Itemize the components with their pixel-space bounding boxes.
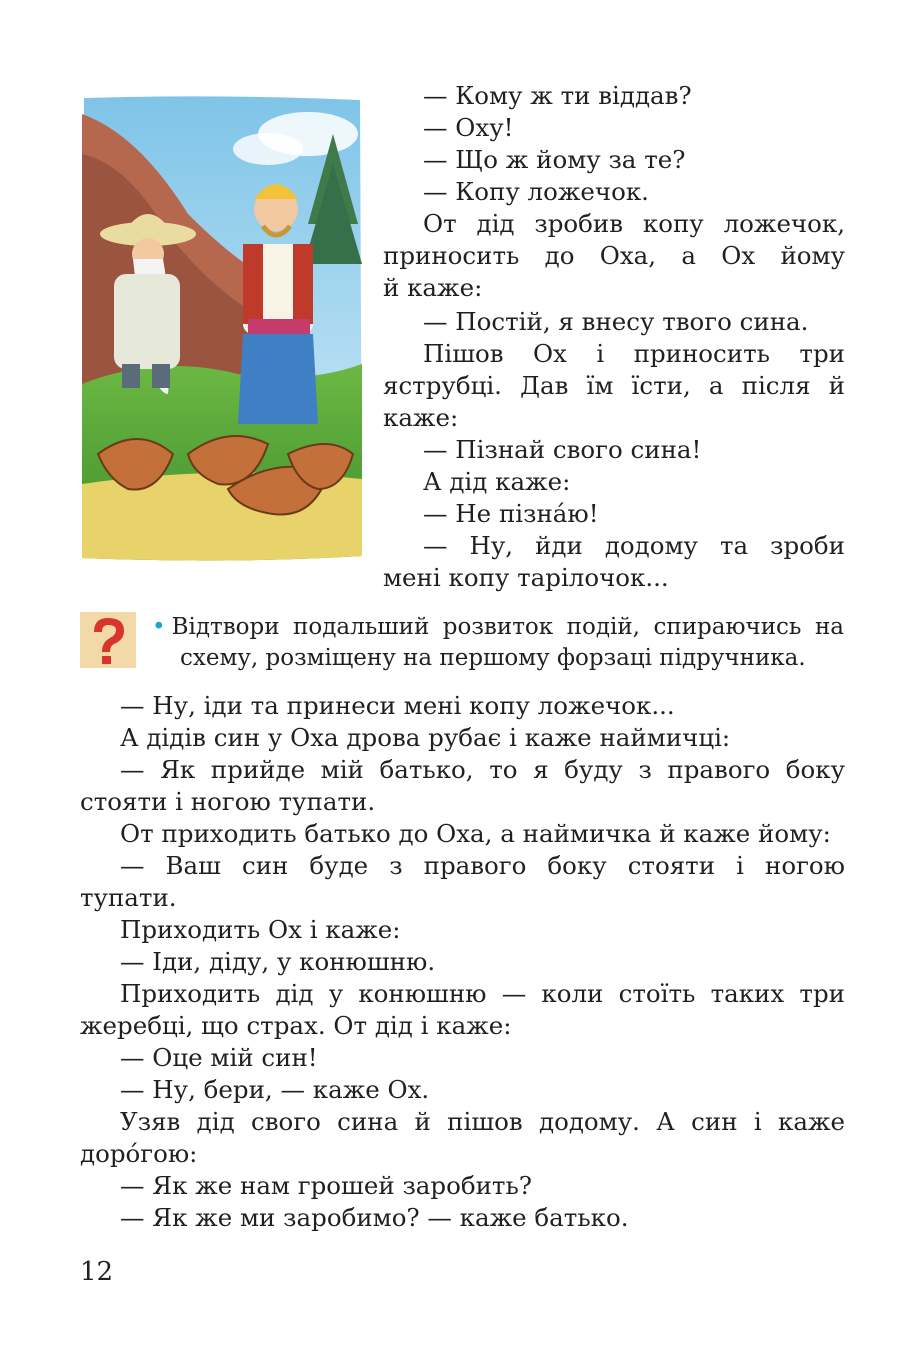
story-line: Приходить дід у конюшню — коли стоїть таких три (120, 979, 845, 1008)
story-line: й каже: (383, 273, 483, 302)
story-illustration (78, 94, 364, 564)
story-line: От дід зробив копу ложечок, (423, 209, 845, 238)
task-bullet: • (152, 614, 166, 640)
task-text: Відтвори подальший розвиток подій, спираючись на (171, 614, 844, 640)
story-line: — Ну, іди та принеси мені копу ложечок... (120, 691, 675, 720)
story-line: — Як же ми заробимо? — каже батько. (120, 1203, 629, 1232)
story-line: мені копу тарілочок... (383, 563, 669, 592)
story-line: — Як прийде мій батько, то я буду з правого боку (120, 755, 845, 784)
story-line: яструбці. Дав їм їсти, а після й (383, 371, 845, 400)
story-line: — Оху! (423, 113, 514, 142)
story-line: — Як же нам грошей заробить? (120, 1171, 532, 1200)
story-line: — Ваш син буде з правого боку стояти і ногою (120, 851, 845, 880)
story-line: А дідів син у Оха дрова рубає і каже наймичці: (120, 723, 731, 752)
story-line: каже: (383, 403, 459, 432)
story-line: — Копу ложечок. (423, 177, 649, 206)
story-line: — Ну, йди додому та зроби (423, 531, 845, 560)
story-line: А дід каже: (423, 467, 571, 496)
story-line: — Що ж йому за те? (423, 145, 686, 174)
task-instruction-line (152, 612, 844, 643)
question-mark-icon (80, 612, 136, 668)
story-line: — Кому ж ти віддав? (423, 81, 692, 110)
story-line: приносить до Оха, а Ох йому (383, 241, 845, 270)
story-line: — Ну, бери, — каже Ох. (120, 1075, 430, 1104)
story-line: — Іди, діду, у конюшню. (120, 947, 436, 976)
story-line: Приходить Ох і каже: (120, 915, 401, 944)
story-line: Пішов Ох і приносить три (423, 339, 845, 368)
story-line: От приходить батько до Оха, а наймичка й каже йому: (120, 819, 831, 848)
page-number: 12 (80, 1257, 114, 1287)
story-line: доро́гою: (80, 1139, 198, 1168)
story-line: жеребці, що страх. От дід і каже: (80, 1011, 512, 1040)
story-line: стояти і ногою тупати. (80, 787, 376, 816)
story-line: — Не пізна́ю! (423, 499, 599, 528)
story-line: — Оце мій син! (120, 1043, 318, 1072)
story-line: — Пізнай свого сина! (423, 435, 702, 464)
story-line: — Постій, я внесу твого сина. (423, 307, 809, 336)
story-line: Узяв дід свого сина й пішов додому. А син і каже (120, 1107, 845, 1136)
story-line: тупати. (80, 883, 177, 912)
task-instruction-line: схему, розміщену на першому форзаці підручника. (180, 645, 806, 671)
